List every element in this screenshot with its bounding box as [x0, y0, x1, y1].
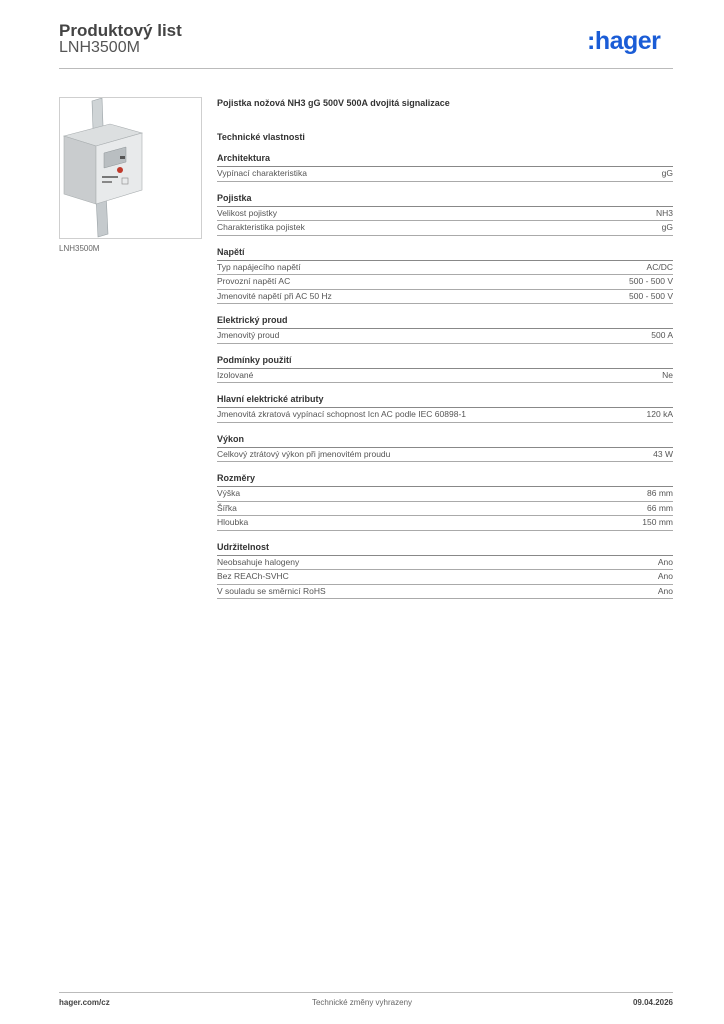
spec-label: V souladu se směrnicí RoHS: [217, 585, 326, 596]
spec-value: 500 - 500 V: [629, 290, 673, 301]
spec-value: 66 mm: [647, 502, 673, 513]
group-title: Napětí: [217, 246, 673, 261]
spec-content: [217, 96, 673, 599]
spec-label: Jmenovitý proud: [217, 330, 280, 340]
spec-row: [217, 369, 673, 384]
spec-value: NH3: [655, 207, 673, 218]
group-title: Pojistka: [217, 192, 673, 207]
header-divider: [59, 68, 673, 69]
spec-value: gG: [661, 168, 673, 178]
group-title: Elektrický proud: [217, 314, 673, 329]
spec-value: Ano: [657, 556, 673, 567]
footer-notice: Technické změny vyhrazeny: [311, 998, 413, 1007]
spec-label: Celkový ztrátový výkon při jmenovitém proudu: [217, 448, 391, 459]
spec-label: Šířka: [217, 502, 237, 513]
group-title: Rozměry: [217, 472, 673, 487]
spec-value: 43 W: [653, 448, 673, 459]
spec-row: [217, 167, 673, 182]
footer-divider: [59, 992, 673, 993]
spec-value: 120 kA: [646, 409, 673, 419]
spec-row: [217, 221, 673, 236]
spec-value: Ne: [662, 369, 673, 380]
hager-logo: [587, 28, 673, 56]
spec-label: Typ napájecího napětí: [217, 261, 301, 272]
spec-row: [217, 261, 673, 276]
spec-value: Ano: [657, 571, 673, 581]
page-title: Produktový list: [59, 21, 182, 40]
spec-value: 500 A: [651, 330, 673, 340]
spec-label: Neobsahuje halogeny: [217, 556, 300, 567]
spec-label: Velikost pojistky: [217, 207, 277, 218]
spec-label: Bez REACh-SVHC: [217, 571, 289, 581]
spec-label: Provozní napětí AC: [217, 276, 291, 286]
group-title: Hlavní elektrické atributy: [217, 393, 673, 408]
footer-date: 09.04.2026: [632, 998, 673, 1007]
spec-row: [217, 207, 673, 222]
spec-row: [217, 502, 673, 517]
spec-value: gG: [661, 222, 673, 232]
spec-value: 500 - 500 V: [629, 276, 673, 286]
spec-label: Jmenovité napětí při AC 50 Hz: [217, 290, 332, 301]
spec-row: [217, 570, 673, 585]
spec-row: [217, 290, 673, 305]
page-subtitle: LNH3500M: [59, 39, 140, 56]
group-title: Podmínky použití: [217, 354, 673, 369]
logo-text: :hager: [587, 28, 661, 55]
spec-row: [217, 516, 673, 531]
fuse-illustration: [60, 98, 201, 238]
product-image: [59, 97, 202, 239]
spec-value: 86 mm: [647, 488, 673, 498]
spec-value: Ano: [657, 585, 673, 596]
spec-groups: [217, 152, 673, 599]
spec-row: [217, 585, 673, 600]
group-title: Udržitelnost: [217, 541, 673, 556]
spec-row: [217, 487, 673, 502]
spec-label: Izolované: [217, 369, 254, 380]
spec-row: [217, 408, 673, 423]
spec-label: Hloubka: [217, 517, 249, 527]
section-heading: Technické vlastnosti: [217, 132, 305, 142]
spec-row: [217, 556, 673, 571]
footer-website: hager.com/cz: [59, 998, 110, 1007]
spec-row: [217, 448, 673, 463]
spec-row: [217, 275, 673, 290]
spec-label: Charakteristika pojistek: [217, 222, 305, 232]
spec-value: AC/DC: [646, 261, 673, 272]
product-image-caption: LNH3500M: [59, 244, 100, 253]
spec-label: Výška: [217, 488, 241, 498]
spec-label: Vypínací charakteristika: [217, 168, 307, 178]
spec-label: Jmenovitá zkratová vypínací schopnost Icn AC podle IEC 60898-1: [217, 409, 466, 419]
spec-row: [217, 329, 673, 344]
group-title: Výkon: [217, 433, 673, 448]
group-title: Architektura: [217, 152, 673, 167]
product-name: Pojistka nožová NH3 gG 500V 500A dvojitá signalizace: [217, 98, 450, 108]
spec-value: 150 mm: [642, 517, 673, 527]
